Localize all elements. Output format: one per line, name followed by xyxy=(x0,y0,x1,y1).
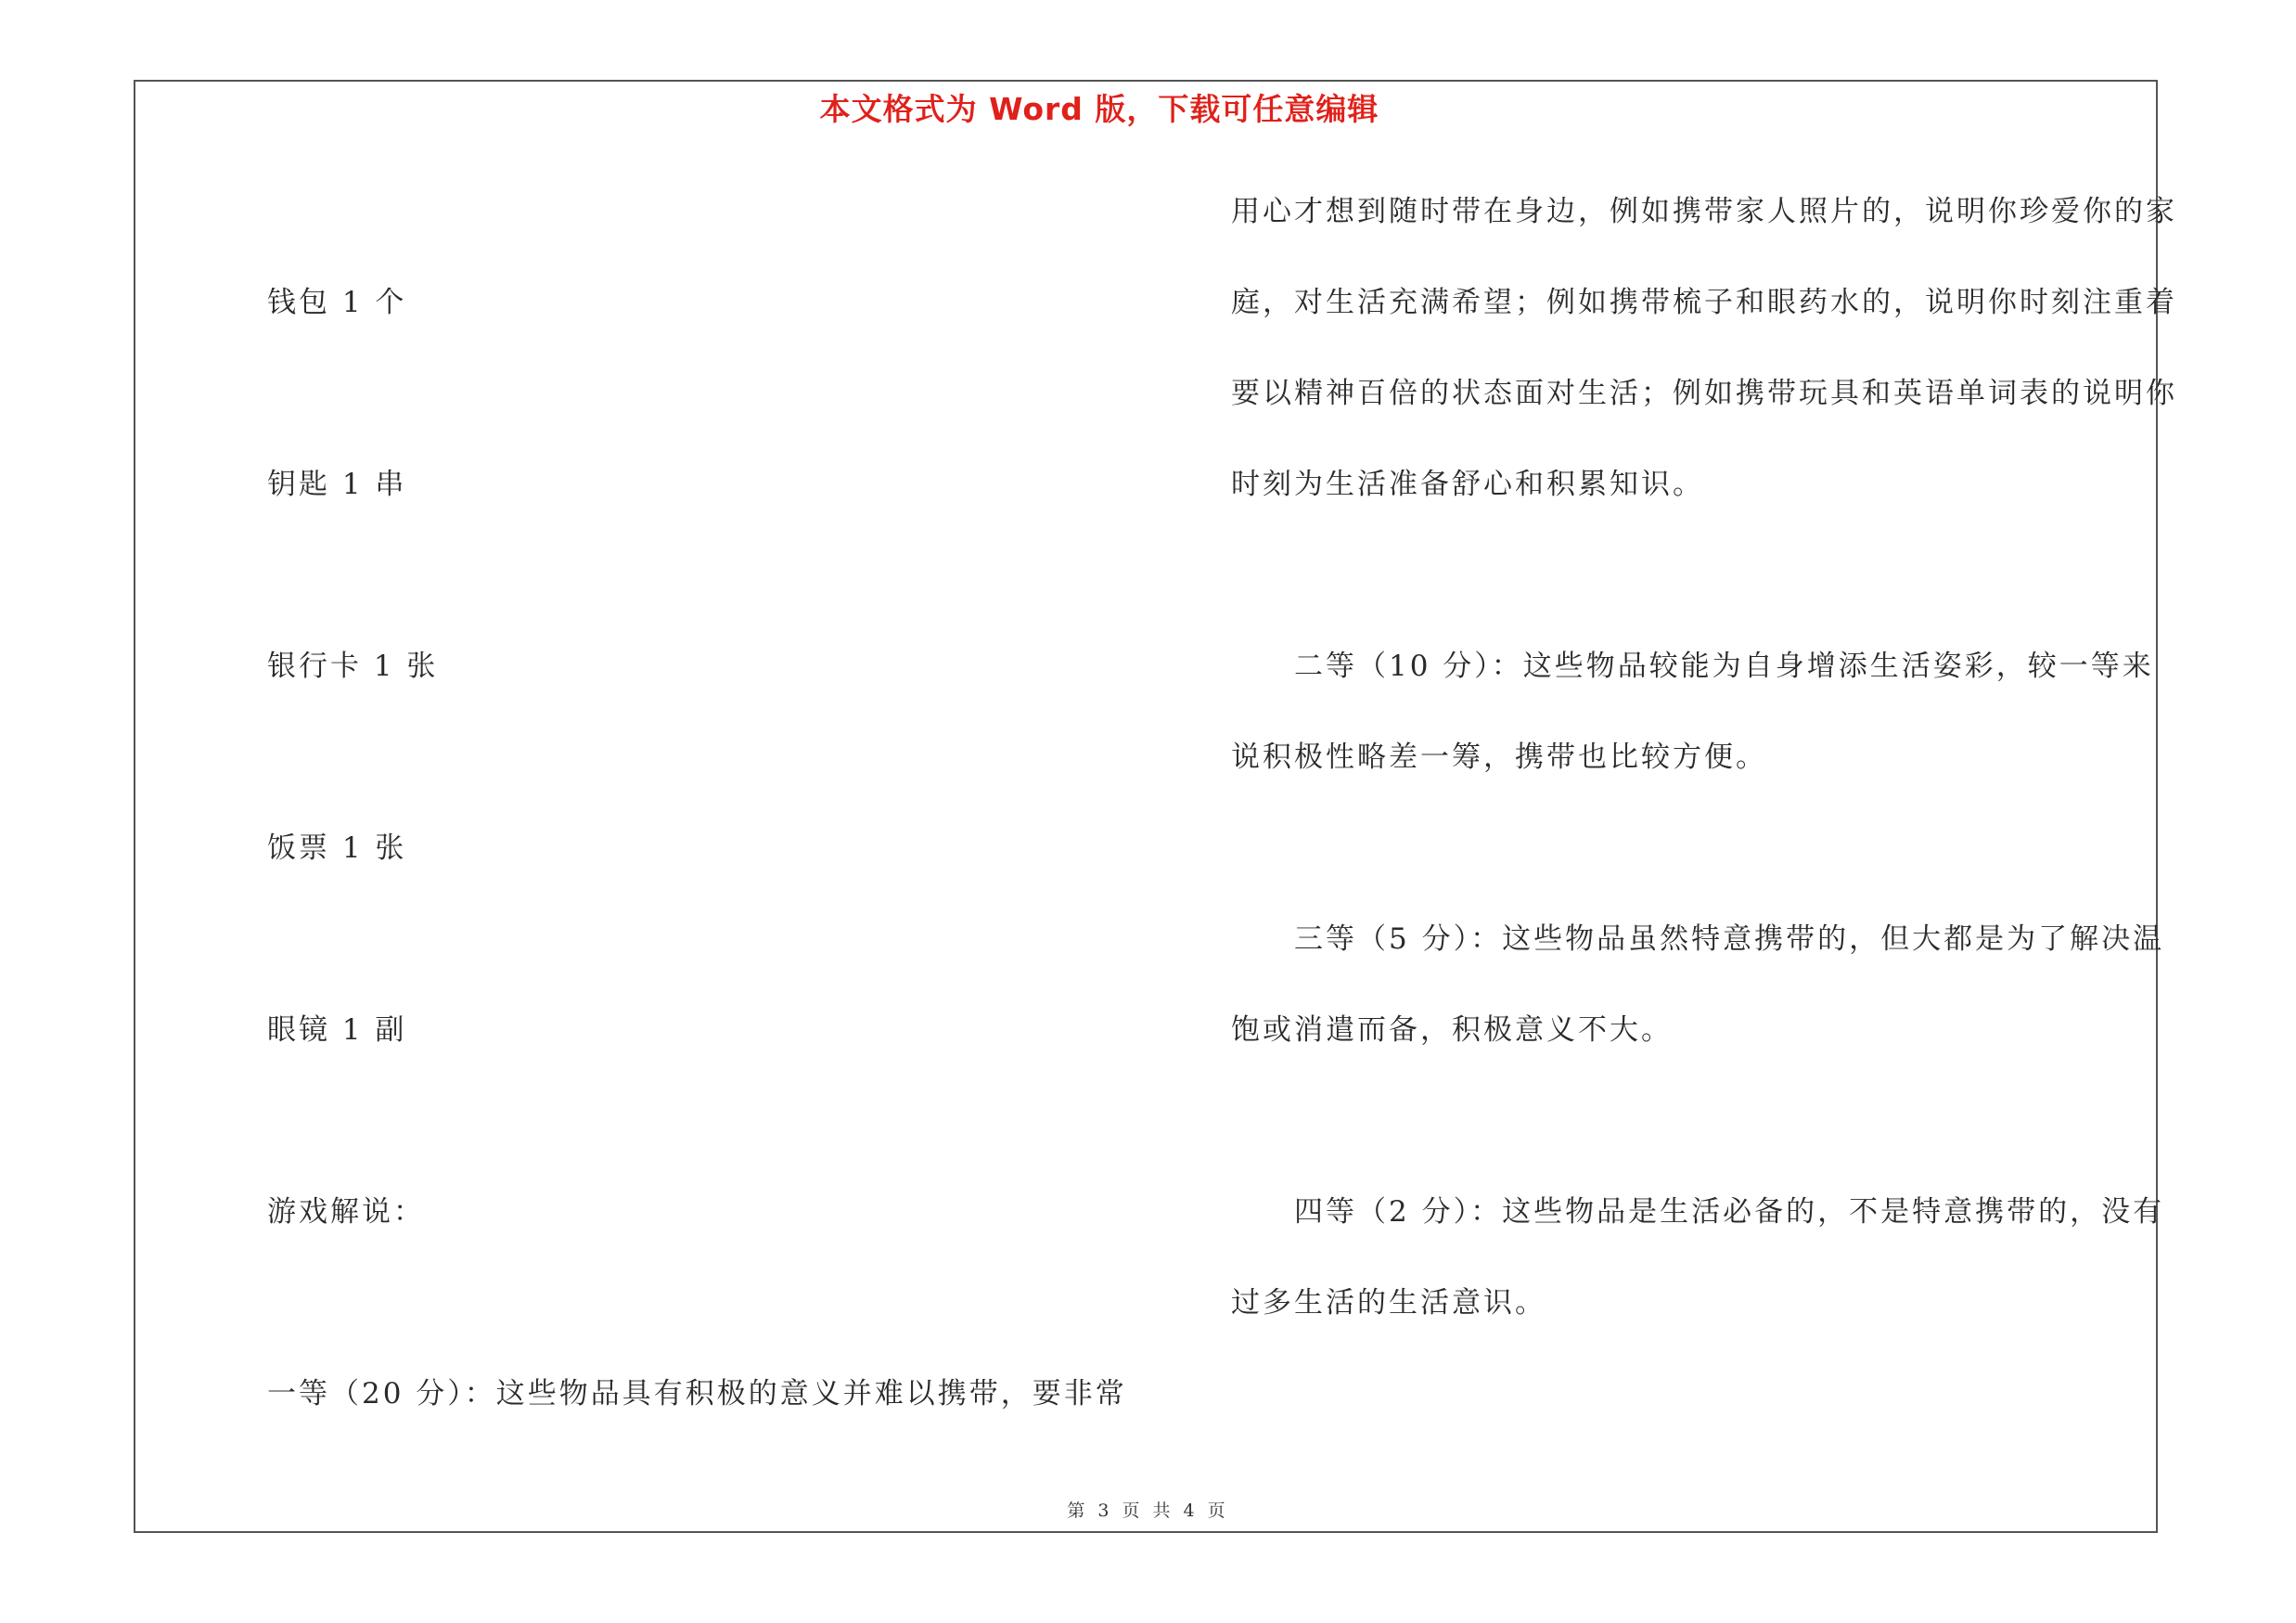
tier-one-continuation-line: 庭，对生活充满希望；例如携带梳子和眼药水的，说明你时刻注重着 xyxy=(1231,286,2177,319)
list-item-glasses: 眼镜 1 副 xyxy=(267,1013,407,1047)
list-item-bank-card: 银行卡 1 张 xyxy=(267,650,439,683)
game-explanation-heading: 游戏解说： xyxy=(267,1195,425,1229)
tier-one-continuation-line: 时刻为生活准备舒心和积累知识。 xyxy=(1231,468,1704,501)
tier-four-line: 过多生活的生活意识。 xyxy=(1231,1286,1546,1320)
tier-four-line: 四等（2 分）：这些物品是生活必备的，不是特意携带的，没有 xyxy=(1294,1195,2165,1229)
tier-one-line: 一等（20 分）：这些物品具有积极的意义并难以携带，要非常 xyxy=(267,1377,1127,1410)
list-item-keys: 钥匙 1 串 xyxy=(267,468,407,501)
word-format-notice: 本文格式为 Word 版，下载可任意编辑 xyxy=(819,91,1379,127)
tier-one-continuation-line: 用心才想到随时带在身边，例如携带家人照片的，说明你珍爱你的家 xyxy=(1231,195,2177,228)
list-item-meal-ticket: 饭票 1 张 xyxy=(267,831,407,865)
list-item-wallet: 钱包 1 个 xyxy=(267,286,407,319)
tier-two-line: 说积极性略差一筹，携带也比较方便。 xyxy=(1231,741,1767,774)
tier-two-line: 二等（10 分）：这些物品较能为自身增添生活姿彩，较一等来 xyxy=(1294,650,2154,683)
tier-one-continuation-line: 要以精神百倍的状态面对生活；例如携带玩具和英语单词表的说明你 xyxy=(1231,377,2177,410)
tier-three-line: 三等（5 分）：这些物品虽然特意携带的，但大都是为了解决温 xyxy=(1294,922,2165,956)
tier-three-line: 饱或消遣而备，积极意义不大。 xyxy=(1231,1013,1673,1047)
page-number-footer: 第 3 页 共 4 页 xyxy=(1067,1501,1229,1521)
